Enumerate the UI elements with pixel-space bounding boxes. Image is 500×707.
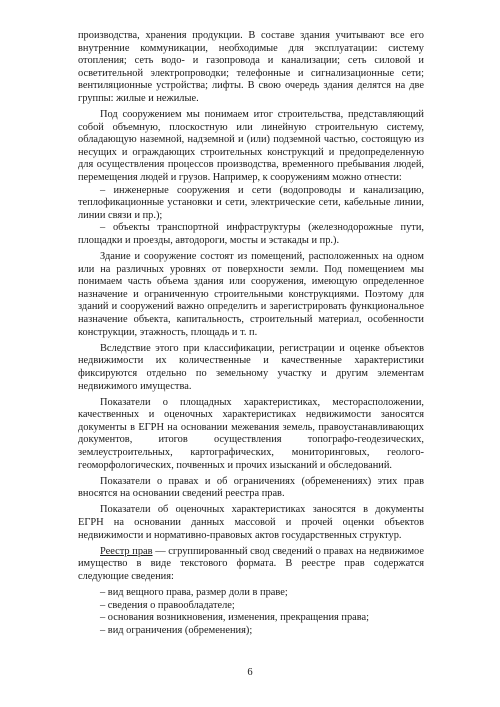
list-item-engineering: – инженерные сооружения и сети (водопроводы и канализацию, теплофикационные установки и сети, электрические сети, кабельные линии, линии связи и пр.); (78, 184, 424, 221)
list-item-transport: – объекты транспортной инфраструктуры (железнодорожные пути, площадки и проезды, автодороги, мосты и эстакады и пр.). (78, 222, 424, 246)
paragraph-structure-definition: Под сооружением мы понимаем итог строительства, представляющий собой объемную, плоскостную или линейную строительную систему, обладающую наземной, надземной и (или) подземной частью, состоящую из несущих и ограждающих строительных конструкций и предопределенную для осуществления процессов производства, временного пребывания людей, перемещения людей и грузов. Например, к сооружениям можно отнести: (78, 109, 424, 184)
page-number: 6 (247, 667, 253, 678)
paragraph-valuation-indicators: Показатели об оценочных характеристиках заносятся в документы ЕГРН на основании данных массовой и прочей оценки объектов недвижимости и нормативно-правовых актов государственных структур. (78, 504, 424, 541)
paragraph-area-indicators: Показатели о площадных характеристиках, месторасположении, качественных и оценочных характеристиках недвижимости заносятся документы в ЕГРН на основании межевания земель, правоустанавливающих документов, итогов осуществления топографо-геодезических, землеустроительных, картографических, мониторинговых, геолого-геоморфологических, почвенных и прочих изысканий и обследований. (78, 396, 424, 471)
term-rights-register: Реестр прав (100, 545, 153, 557)
body-text (78, 30, 424, 637)
register-list-item: – сведения о правообладателе; (100, 599, 235, 611)
paragraph-rights-register (78, 546, 424, 584)
paragraph-continuation: производства, хранения продукции. В составе здания учитывают все его внутренние коммуникации, необходимые для эксплуатации: систему отопления; сеть водо- и газопровода и канализации; сеть силовой и осветительной электропроводки; телефонные и сигнализационные сети; вентиляционные устройства; лифты. В свою очередь здания делятся на две группы: жилые и нежилые. (78, 30, 424, 104)
paragraph-premises: Здание и сооружение состоят из помещений, расположенных на одном или на различных уровнях от поверхности земли. Под помещением мы понимаем часть объема здания или сооружения, имеющую определенное назначение и ограниченную строительными конструкциями. Поэтому для зданий и сооружений важно определить и зарегистрировать функциональное назначение объекта, капитальность, строительный материал, особенности конструкции, этажность, площадь и т. п. (78, 251, 424, 338)
register-list-item: – основания возникновения, изменения, прекращения права; (100, 612, 370, 624)
register-list-item: – вид вещного права, размер доли в праве; (100, 586, 288, 598)
register-list-item: – вид ограничения (обременения); (100, 624, 253, 636)
paragraph-rights-indicators: Показатели о правах и об ограничениях (обременениях) этих прав вносятся на основании сведений реестра прав. (78, 475, 424, 500)
paragraph-classification: Вследствие этого при классификации, регистрации и оценке объектов недвижимости их количественные и качественные характеристики фиксируются отдельно по земельному участку и другим элементам недвижимого имущества. (78, 342, 424, 392)
rights-register-definition: — сгруппированный свод сведений о правах на недвижимое имущество в виде текстового формата. В реестре прав содержатся следующие сведения: (78, 545, 424, 582)
